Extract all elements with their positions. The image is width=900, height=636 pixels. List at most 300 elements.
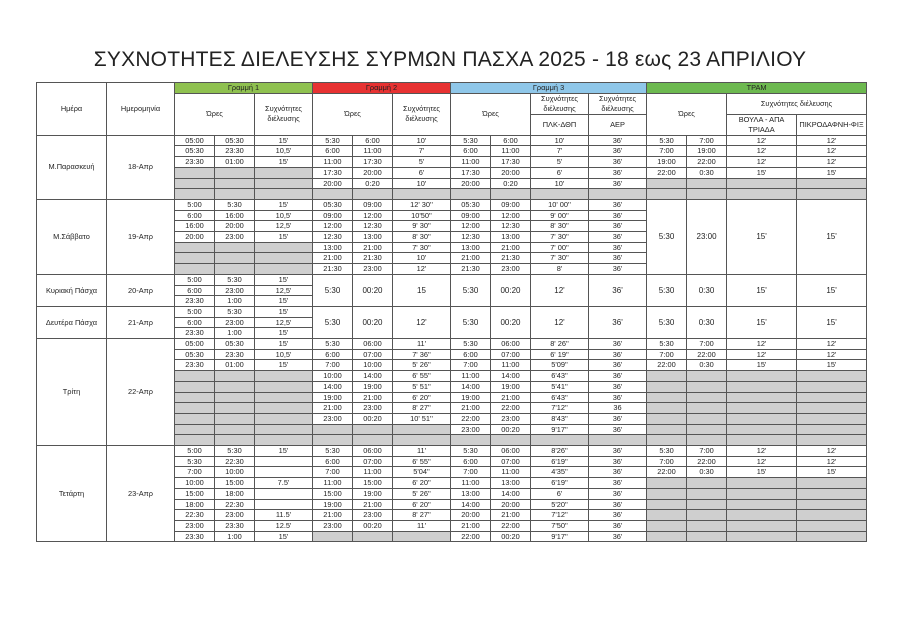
- tram-cell: 12': [797, 446, 867, 457]
- empty-cell: [215, 435, 255, 446]
- line3-cell: 7'12'': [531, 403, 589, 414]
- line3-cell: 5'20'': [531, 499, 589, 510]
- tram-cell: 12': [727, 146, 797, 157]
- line3-cell: 36': [589, 274, 647, 306]
- line3-cell: 36': [589, 221, 647, 232]
- tram-cell: 15': [727, 360, 797, 371]
- empty-cell: [797, 488, 867, 499]
- tram-cell: 15': [797, 274, 867, 306]
- line3-cell: 19:00: [451, 392, 491, 403]
- line2-cell: 21:00: [313, 510, 353, 521]
- empty-cell: [727, 531, 797, 542]
- line2-cell: 14:00: [313, 381, 353, 392]
- line1-cell: 05:30: [175, 349, 215, 360]
- empty-cell: [647, 435, 687, 446]
- empty-cell: [727, 499, 797, 510]
- empty-cell: [647, 488, 687, 499]
- line2-cell: 7:00: [313, 467, 353, 478]
- empty-cell: [797, 435, 867, 446]
- line2-cell: 6' 20'': [393, 499, 451, 510]
- empty-cell: [175, 435, 215, 446]
- day-name: Μ.Σάββατο: [37, 199, 107, 274]
- line2-cell: 21:00: [353, 499, 393, 510]
- tram-cell: 0:30: [687, 306, 727, 338]
- line2-cell: 7' 36'': [393, 349, 451, 360]
- line1-cell: 10,5': [255, 210, 313, 221]
- day-name: Δευτέρα Πάσχα: [37, 306, 107, 338]
- line2-cell: 7:00: [313, 360, 353, 371]
- empty-cell: [215, 189, 255, 200]
- line2-cell: 06:00: [353, 339, 393, 350]
- header-tram-hours: Ώρες: [647, 93, 727, 135]
- line2-cell: 15: [393, 274, 451, 306]
- day-date: 20-Απρ: [107, 274, 175, 306]
- empty-cell: [647, 478, 687, 489]
- line3-cell: 36': [589, 510, 647, 521]
- line2-cell: 21:00: [353, 392, 393, 403]
- tram-cell: 15': [727, 306, 797, 338]
- empty-cell: [647, 178, 687, 189]
- empty-cell: [727, 510, 797, 521]
- line3-cell: 36': [589, 360, 647, 371]
- line3-cell: 23:00: [491, 264, 531, 275]
- line1-cell: 15': [255, 232, 313, 243]
- line3-cell: 6'43'': [531, 392, 589, 403]
- header-l1-hours: Ώρες: [175, 93, 255, 135]
- tram-cell: 7:00: [647, 349, 687, 360]
- line3-cell: 36': [589, 146, 647, 157]
- line2-cell: 17:30: [313, 167, 353, 178]
- line1-cell: 5:00: [175, 306, 215, 317]
- tram-cell: 15': [727, 467, 797, 478]
- line3-cell: 11:00: [491, 146, 531, 157]
- line3-cell: 14:00: [451, 499, 491, 510]
- header-date: Ημερομηνία: [107, 83, 175, 136]
- empty-cell: [491, 435, 531, 446]
- line2-cell: 0:20: [353, 178, 393, 189]
- line3-cell: 13:00: [491, 232, 531, 243]
- tram-cell: 12': [797, 157, 867, 168]
- line3-cell: 6:00: [451, 349, 491, 360]
- empty-cell: [647, 403, 687, 414]
- line3-cell: 5:30: [451, 274, 491, 306]
- line2-cell: 12:30: [313, 232, 353, 243]
- line2-cell: 21:30: [313, 264, 353, 275]
- tram-cell: 12': [727, 349, 797, 360]
- line2-cell: 13:00: [353, 232, 393, 243]
- tram-cell: 5:30: [647, 199, 687, 274]
- line1-cell: 22:30: [215, 499, 255, 510]
- empty-cell: [687, 381, 727, 392]
- empty-cell: [215, 413, 255, 424]
- empty-cell: [687, 371, 727, 382]
- tram-cell: 15': [727, 199, 797, 274]
- line3-cell: 11:00: [491, 360, 531, 371]
- line2-cell: 19:00: [313, 499, 353, 510]
- empty-cell: [313, 189, 353, 200]
- empty-cell: [215, 264, 255, 275]
- header-aer: ΑΕΡ: [589, 114, 647, 135]
- empty-cell: [797, 392, 867, 403]
- line3-cell: 36': [589, 424, 647, 435]
- day-date: 19-Απρ: [107, 199, 175, 274]
- tram-cell: 19:00: [647, 157, 687, 168]
- line3-cell: 7'50'': [531, 520, 589, 531]
- line1-cell: 5:00: [175, 199, 215, 210]
- empty-cell: [797, 520, 867, 531]
- line3-cell: 20:00: [491, 499, 531, 510]
- line1-cell: 23:00: [175, 520, 215, 531]
- line3-cell: 36': [589, 135, 647, 146]
- line1-cell: 05:00: [175, 339, 215, 350]
- tram-cell: 22:00: [687, 456, 727, 467]
- line3-cell: 36': [589, 167, 647, 178]
- line2-cell: 5': [393, 157, 451, 168]
- line2-cell: 06:00: [353, 446, 393, 457]
- schedule-table: [36, 82, 867, 542]
- line3-cell: 20:00: [491, 167, 531, 178]
- line2-cell: 21:00: [313, 403, 353, 414]
- header-tram: ΤΡΑΜ: [647, 83, 867, 94]
- header-line-3: Γραμμή 3: [451, 83, 647, 94]
- line1-cell: 15': [255, 157, 313, 168]
- line2-cell: 6' 20'': [393, 392, 451, 403]
- empty-cell: [215, 392, 255, 403]
- tram-cell: 22:00: [687, 157, 727, 168]
- empty-cell: [393, 189, 451, 200]
- line2-cell: 15:00: [353, 478, 393, 489]
- line1-cell: 15': [255, 339, 313, 350]
- empty-cell: [647, 510, 687, 521]
- line3-cell: 23:00: [491, 413, 531, 424]
- line3-cell: 12:30: [491, 221, 531, 232]
- table-row: [37, 339, 867, 350]
- empty-cell: [215, 167, 255, 178]
- line3-cell: 13:00: [451, 488, 491, 499]
- line2-cell: 11:00: [353, 467, 393, 478]
- empty-cell: [531, 435, 589, 446]
- line3-cell: 22:00: [491, 520, 531, 531]
- line2-cell: 10:00: [353, 360, 393, 371]
- empty-cell: [255, 242, 313, 253]
- line1-cell: 01:00: [215, 360, 255, 371]
- empty-cell: [797, 478, 867, 489]
- line1-cell: 05:30: [215, 135, 255, 146]
- line3-cell: 14:00: [451, 381, 491, 392]
- line3-cell: 6': [531, 488, 589, 499]
- line3-cell: 13:00: [491, 478, 531, 489]
- line1-cell: 01:00: [215, 157, 255, 168]
- line1-cell: 12.5': [255, 520, 313, 531]
- line2-cell: 21:30: [353, 253, 393, 264]
- table-row: [37, 199, 867, 210]
- empty-cell: [255, 435, 313, 446]
- empty-cell: [687, 499, 727, 510]
- empty-cell: [647, 381, 687, 392]
- line2-cell: 09:00: [353, 199, 393, 210]
- line2-cell: 21:00: [313, 253, 353, 264]
- line1-cell: 23:30: [175, 531, 215, 542]
- line3-cell: 8' 30'': [531, 221, 589, 232]
- line1-cell: 15': [255, 199, 313, 210]
- line3-cell: 36': [589, 499, 647, 510]
- line1-cell: 16:00: [175, 221, 215, 232]
- tram-cell: 12': [727, 456, 797, 467]
- line2-cell: 7' 30'': [393, 242, 451, 253]
- line2-cell: 00:20: [353, 274, 393, 306]
- line1-cell: 5:30: [215, 446, 255, 457]
- header-row-lines: [37, 83, 867, 94]
- line3-cell: 9'17'': [531, 424, 589, 435]
- empty-cell: [393, 435, 451, 446]
- day-name: Τετάρτη: [37, 446, 107, 542]
- line3-cell: 36': [589, 446, 647, 457]
- line3-cell: 21:00: [491, 392, 531, 403]
- line1-cell: 05:30: [175, 146, 215, 157]
- line3-cell: 21:00: [451, 253, 491, 264]
- empty-cell: [313, 531, 353, 542]
- line2-cell: 15:00: [313, 488, 353, 499]
- line1-cell: 23:30: [175, 360, 215, 371]
- line3-cell: 36': [589, 253, 647, 264]
- empty-cell: [687, 392, 727, 403]
- tram-cell: 12': [727, 446, 797, 457]
- empty-cell: [727, 189, 797, 200]
- line3-cell: 7'12'': [531, 510, 589, 521]
- line3-cell: 36': [589, 520, 647, 531]
- line2-cell: 10': [393, 253, 451, 264]
- line3-cell: 11:00: [491, 467, 531, 478]
- line2-cell: 17:30: [353, 157, 393, 168]
- line1-cell: 10:00: [215, 467, 255, 478]
- empty-cell: [687, 435, 727, 446]
- line1-cell: 7.5': [255, 478, 313, 489]
- tram-cell: 0:30: [687, 467, 727, 478]
- line3-cell: 07:00: [491, 456, 531, 467]
- line3-cell: 12:00: [451, 221, 491, 232]
- line3-cell: 13:00: [451, 242, 491, 253]
- empty-cell: [255, 424, 313, 435]
- empty-cell: [647, 371, 687, 382]
- line3-cell: 6:00: [451, 146, 491, 157]
- line3-cell: 36': [589, 456, 647, 467]
- empty-cell: [215, 253, 255, 264]
- line3-cell: 6'19'': [531, 478, 589, 489]
- line2-cell: 23:00: [313, 520, 353, 531]
- empty-cell: [175, 242, 215, 253]
- line2-cell: 12': [393, 306, 451, 338]
- line2-cell: 23:00: [353, 403, 393, 414]
- line1-cell: 22:30: [175, 510, 215, 521]
- line1-cell: 23:00: [215, 285, 255, 296]
- empty-cell: [647, 189, 687, 200]
- line3-cell: 5:30: [451, 306, 491, 338]
- empty-cell: [531, 189, 589, 200]
- line2-cell: 12:00: [313, 221, 353, 232]
- line3-cell: 11:00: [451, 157, 491, 168]
- empty-cell: [255, 381, 313, 392]
- line3-cell: 36': [589, 232, 647, 243]
- line1-cell: 5:30: [215, 274, 255, 285]
- line3-cell: 6': [531, 167, 589, 178]
- line1-cell: 6:00: [175, 317, 215, 328]
- empty-cell: [353, 531, 393, 542]
- line1-cell: 1:00: [215, 531, 255, 542]
- line1-cell: 18:00: [215, 488, 255, 499]
- line2-cell: 8' 27'': [393, 403, 451, 414]
- empty-cell: [451, 189, 491, 200]
- line3-cell: 12': [531, 306, 589, 338]
- page-title: ΣΥΧΝΟΤΗΤΕΣ ΔΙΕΛΕΥΣΗΣ ΣΥΡΜΩΝ ΠΑΣΧΑ 2025 - 18 εως 23 ΑΠΡΙΛΙΟΥ: [93, 48, 807, 71]
- empty-cell: [687, 510, 727, 521]
- tram-cell: 12': [797, 135, 867, 146]
- line2-cell: 6:00: [353, 135, 393, 146]
- line1-cell: 7:00: [175, 467, 215, 478]
- line3-cell: 36': [589, 349, 647, 360]
- empty-cell: [393, 424, 451, 435]
- tram-cell: 22:00: [647, 467, 687, 478]
- line2-cell: 11:00: [353, 146, 393, 157]
- line3-cell: 09:00: [491, 199, 531, 210]
- day-date: 23-Απρ: [107, 446, 175, 542]
- day-name: Τρίτη: [37, 339, 107, 446]
- line1-cell: 15': [255, 531, 313, 542]
- empty-cell: [215, 381, 255, 392]
- tram-cell: 22:00: [687, 349, 727, 360]
- empty-cell: [797, 499, 867, 510]
- empty-cell: [727, 381, 797, 392]
- line3-cell: 00:20: [491, 306, 531, 338]
- line3-cell: 8'26'': [531, 446, 589, 457]
- line3-cell: 36': [589, 488, 647, 499]
- empty-cell: [215, 371, 255, 382]
- line3-cell: 20:00: [451, 510, 491, 521]
- tram-cell: 22:00: [647, 167, 687, 178]
- line3-cell: 6:00: [451, 456, 491, 467]
- line1-cell: 12,5': [255, 317, 313, 328]
- line3-cell: 06:00: [491, 446, 531, 457]
- line2-cell: 6:00: [313, 456, 353, 467]
- line3-cell: 5'41'': [531, 381, 589, 392]
- line3-cell: 36': [589, 242, 647, 253]
- line3-cell: 21:00: [491, 242, 531, 253]
- tram-cell: 19:00: [687, 146, 727, 157]
- line3-cell: 17:30: [451, 167, 491, 178]
- line2-cell: 10'50'': [393, 210, 451, 221]
- line3-cell: 36': [589, 531, 647, 542]
- line3-cell: 5:30: [451, 339, 491, 350]
- line1-cell: 6:00: [175, 210, 215, 221]
- line1-cell: 23:30: [215, 520, 255, 531]
- empty-cell: [255, 403, 313, 414]
- line3-cell: 5:30: [451, 135, 491, 146]
- line3-cell: 36': [589, 178, 647, 189]
- empty-cell: [175, 413, 215, 424]
- empty-cell: [175, 253, 215, 264]
- line2-cell: 07:00: [353, 349, 393, 360]
- line2-cell: 19:00: [313, 392, 353, 403]
- header-day: Ημέρα: [37, 83, 107, 136]
- line1-cell: 5:30: [175, 456, 215, 467]
- empty-cell: [797, 510, 867, 521]
- line2-cell: 5'04'': [393, 467, 451, 478]
- tram-cell: 12': [797, 146, 867, 157]
- line2-cell: 20:00: [353, 167, 393, 178]
- empty-cell: [727, 403, 797, 414]
- table-row: [37, 135, 867, 146]
- empty-cell: [491, 189, 531, 200]
- line3-cell: 5': [531, 157, 589, 168]
- line2-cell: 19:00: [353, 381, 393, 392]
- line3-cell: 36': [589, 413, 647, 424]
- line3-cell: 22:00: [451, 413, 491, 424]
- empty-cell: [687, 189, 727, 200]
- line3-cell: 0:20: [491, 178, 531, 189]
- empty-cell: [215, 403, 255, 414]
- line3-cell: 7:00: [451, 360, 491, 371]
- empty-cell: [727, 178, 797, 189]
- empty-cell: [727, 424, 797, 435]
- empty-cell: [313, 435, 353, 446]
- line2-cell: 12:30: [353, 221, 393, 232]
- line3-cell: 17:30: [491, 157, 531, 168]
- line1-cell: 5:00: [175, 446, 215, 457]
- line2-cell: 5' 26'': [393, 488, 451, 499]
- empty-cell: [727, 392, 797, 403]
- line3-cell: 12:30: [451, 232, 491, 243]
- line1-cell: 1:00: [215, 328, 255, 339]
- empty-cell: [797, 531, 867, 542]
- line1-cell: 18:00: [175, 499, 215, 510]
- tram-cell: 7:00: [687, 339, 727, 350]
- empty-cell: [647, 424, 687, 435]
- day-name: Κυριακή Πάσχα: [37, 274, 107, 306]
- empty-cell: [353, 435, 393, 446]
- line3-cell: 36': [589, 210, 647, 221]
- line3-cell: 00:20: [491, 274, 531, 306]
- line2-cell: 00:20: [353, 520, 393, 531]
- line2-cell: 6:00: [313, 146, 353, 157]
- line2-cell: 11': [393, 446, 451, 457]
- line3-cell: 36': [589, 157, 647, 168]
- line3-cell: 36: [589, 403, 647, 414]
- tram-cell: 12': [797, 339, 867, 350]
- empty-cell: [687, 520, 727, 531]
- empty-cell: [589, 189, 647, 200]
- empty-cell: [687, 478, 727, 489]
- line1-cell: 12,5': [255, 221, 313, 232]
- line2-cell: 09:00: [313, 210, 353, 221]
- tram-cell: 15': [797, 167, 867, 178]
- line2-cell: 00:20: [353, 413, 393, 424]
- empty-cell: [255, 189, 313, 200]
- line2-cell: 6' 20'': [393, 478, 451, 489]
- line2-cell: 12:00: [353, 210, 393, 221]
- line1-cell: 20:00: [215, 221, 255, 232]
- tram-cell: 0:30: [687, 167, 727, 178]
- tram-cell: 7:00: [647, 456, 687, 467]
- line1-cell: 6:00: [175, 285, 215, 296]
- line3-cell: 21:30: [451, 264, 491, 275]
- line2-cell: 23:00: [353, 510, 393, 521]
- line2-cell: 10:00: [313, 371, 353, 382]
- line3-cell: 8' 26'': [531, 339, 589, 350]
- line1-cell: 5:00: [175, 274, 215, 285]
- line1-cell: 23:30: [175, 157, 215, 168]
- line2-cell: 6' 55'': [393, 456, 451, 467]
- empty-cell: [797, 413, 867, 424]
- line3-cell: 4'35'': [531, 467, 589, 478]
